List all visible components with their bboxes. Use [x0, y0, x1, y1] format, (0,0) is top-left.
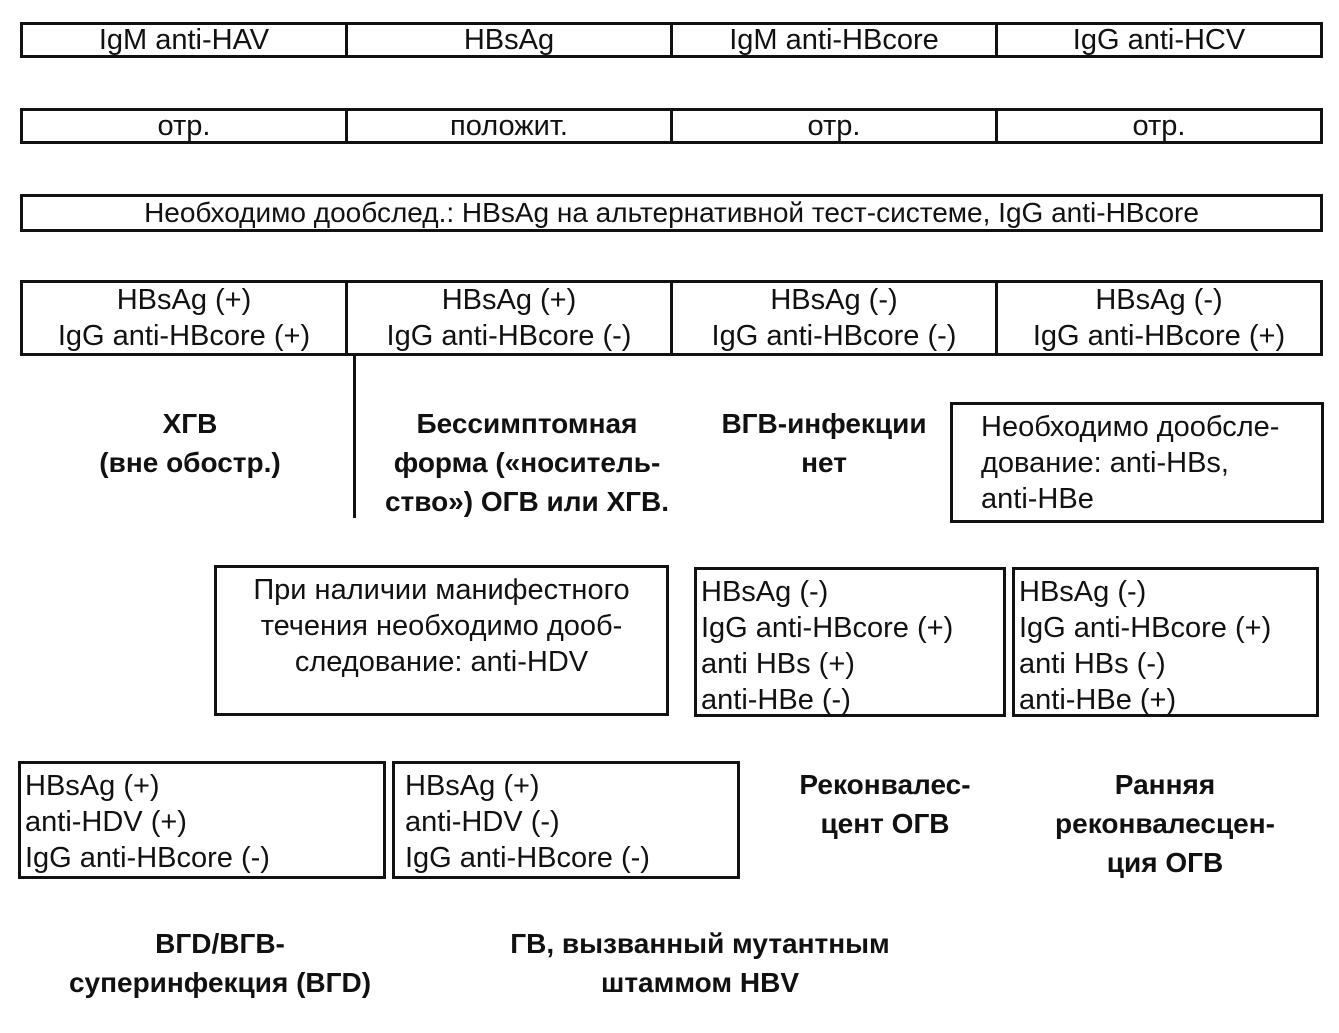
hdv-note-box: При наличии манифестного течения необходимо дооб- следование: anti-HDV	[214, 565, 669, 716]
exam-hbs-box: Необходимо дообсле- дование: anti-HBs, anti-HBe	[950, 402, 1324, 523]
test-result-1: отр.	[23, 111, 348, 141]
test-result-3: отр.	[673, 111, 998, 141]
label-convalescent: Реконвалес- цент ОГВ	[799, 769, 971, 839]
outcome-chronic: ХГВ (вне обостр.)	[99, 408, 281, 478]
test-header-igg-anti-hcv: IgG anti-HCV	[1072, 24, 1246, 56]
test-header-hbsag: HBsAg	[348, 25, 673, 55]
test-header-igm-anti-hbcore: IgM anti-HBcore	[673, 25, 998, 55]
hdv-panel-1: HBsAg (+) anti-HDV (+) IgG anti-HBcore (-)	[18, 761, 386, 879]
combo-4: HBsAg (-) IgG anti-HBcore (+)	[1032, 284, 1286, 352]
combo-3: HBsAg (-) IgG anti-HBcore (-)	[673, 283, 998, 353]
combo-row	[20, 280, 1323, 356]
test-result-2: положит.	[348, 111, 673, 141]
combo-1: HBsAg (+) IgG anti-HBcore (+)	[23, 283, 348, 353]
test-result-4: отр.	[1132, 110, 1186, 142]
test-result-row	[20, 108, 1323, 144]
outcome-no-infection: ВГВ-инфекции нет	[721, 408, 927, 478]
test-header-igm-anti-hav: IgM anti-HAV	[23, 25, 348, 55]
test-header-row	[20, 22, 1323, 58]
label-hdv-superinfection: ВГD/ВГВ- суперинфекция (ВГD)	[68, 928, 372, 998]
recovery-panel-2: HBsAg (-) IgG anti-HBcore (+) anti HBs (-) anti-HBe (+)	[1012, 567, 1319, 717]
combo-2: HBsAg (+) IgG anti-HBcore (-)	[348, 283, 673, 353]
further-exam-box	[20, 194, 1323, 232]
outcome-carrier: Бессимптомная форма («носитель- ство») ОГВ или ХГВ.	[384, 408, 670, 517]
label-mutant-strain: ГВ, вызванный мутантным штаммом HBV	[510, 928, 890, 998]
recovery-panel-1: HBsAg (-) IgG anti-HBcore (+) anti HBs (+) anti-HBe (-)	[694, 567, 1006, 717]
hdv-panel-2: HBsAg (+) anti-HDV (-) IgG anti-HBcore (-)	[392, 761, 740, 879]
label-early-convalescence: Ранняя реконвалесцен- ция ОГВ	[1055, 769, 1275, 878]
further-exam-text: Необходимо дообслед.: HBsAg на альтернативной тест-системе, IgG anti-HBcore	[144, 197, 1199, 228]
